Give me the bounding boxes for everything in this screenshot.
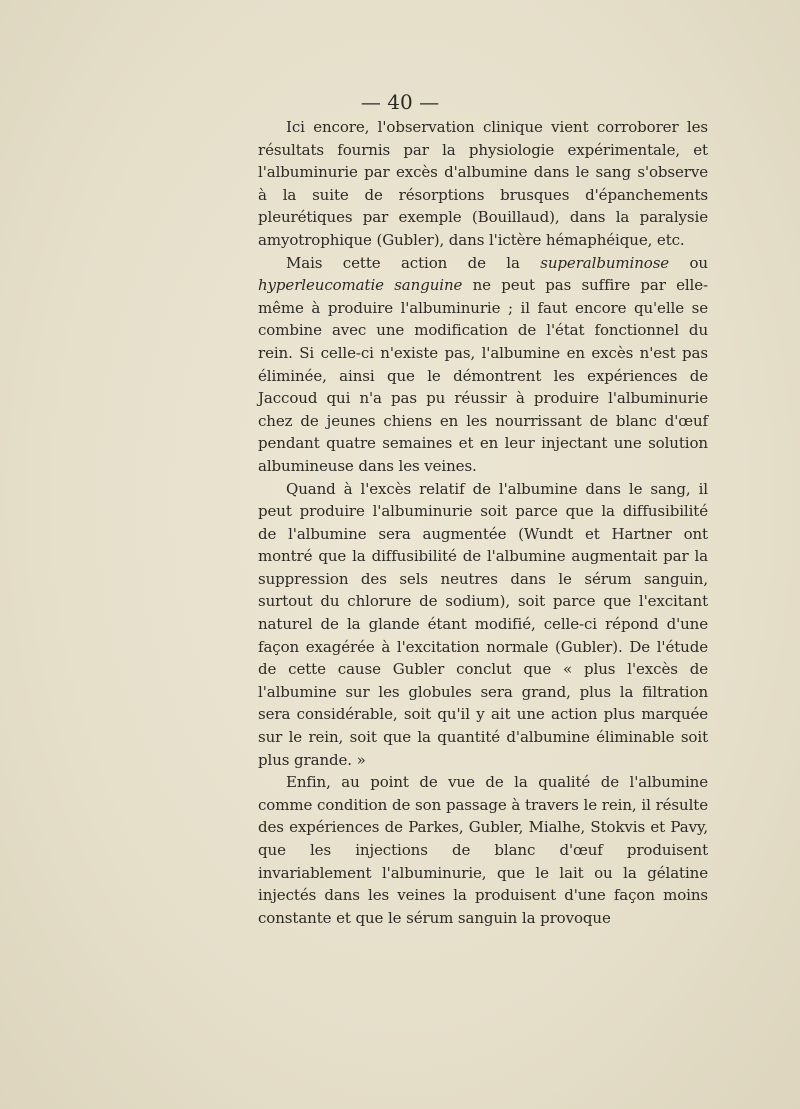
paragraph-1 bbox=[258, 116, 708, 252]
paragraph-2-text-end: ne peut pas suffire par elle-même à produire l'albuminurie ; il faut encore qu'elle se combine avec une modification de l'état fonctionnel du rein. Si celle-ci n'existe pas, l'albumine en excès n'est pas éliminée, ainsi que le démontrent les expériences de Jaccoud qui n'a pas pu réussir à produire l'albuminurie chez de jeunes chiens en les nourrissant de blanc d'œuf pendant quatre semaines et en leur injectant une solution albumineuse dans les veines. bbox=[258, 276, 709, 475]
page-number: — 40 — bbox=[360, 90, 440, 114]
paragraph-2-text-or: ou bbox=[669, 253, 708, 272]
paragraph-4 bbox=[258, 771, 708, 929]
paragraph-3 bbox=[258, 478, 708, 772]
body-text bbox=[258, 116, 708, 929]
paragraph-1-text: Ici encore, l'observation clinique vient corroborer les résultats fournis par la physiologie expérimentale, et l'albuminurie par excès d'albumine dans le sang s'observe à la suite de résorptions brusques d'épanchements pleurétiques par exemple (Bouillaud), dans la paralysie amyotrophique (Gubler), dans l'ictère hémaphéique, etc. bbox=[258, 118, 708, 249]
term-superalbuminose: superalbuminose bbox=[540, 253, 670, 272]
paragraph-4-text: Enfin, au point de vue de la qualité de l'albumine comme condition de son passage à travers le rein, il résulte des expériences de Parkes, Gubler, Mialhe, Stokvis et Pavy, que les injections de blanc d'œuf produisent invariablement l'albuminurie, que le lait ou la gélatine injectés dans les veines la produisent d'une façon moins constante et que le sérum sanguin la provoque bbox=[258, 773, 708, 927]
term-hyperleucomatie: hyperleucomatie sanguine bbox=[258, 276, 463, 295]
paragraph-2 bbox=[258, 252, 708, 478]
paragraph-3-text: Quand à l'excès relatif de l'albumine dans le sang, il peut produire l'albuminurie soit parce que la diffusibilité de l'albumine sera augmentée (Wundt et Hartner ont montré que la diffusibilité de l'albumine augmentait par la suppression des sels neutres dans le sérum sanguin, surtout du chlorure de sodium), soit parce que l'excitant naturel de la glande étant modifié, celle-ci répond d'une façon exagérée à l'excitation normale (Gubler). De l'étude de cette cause Gubler conclut que « plus l'excès de l'albumine sur les globules sera grand, plus la filtration sera considérable, soit qu'il y ait une action plus marquée sur le rein, soit que la quantité d'albumine éliminable soit plus grande. » bbox=[258, 479, 708, 769]
paragraph-2-text-start: Mais cette action de la bbox=[286, 253, 541, 272]
